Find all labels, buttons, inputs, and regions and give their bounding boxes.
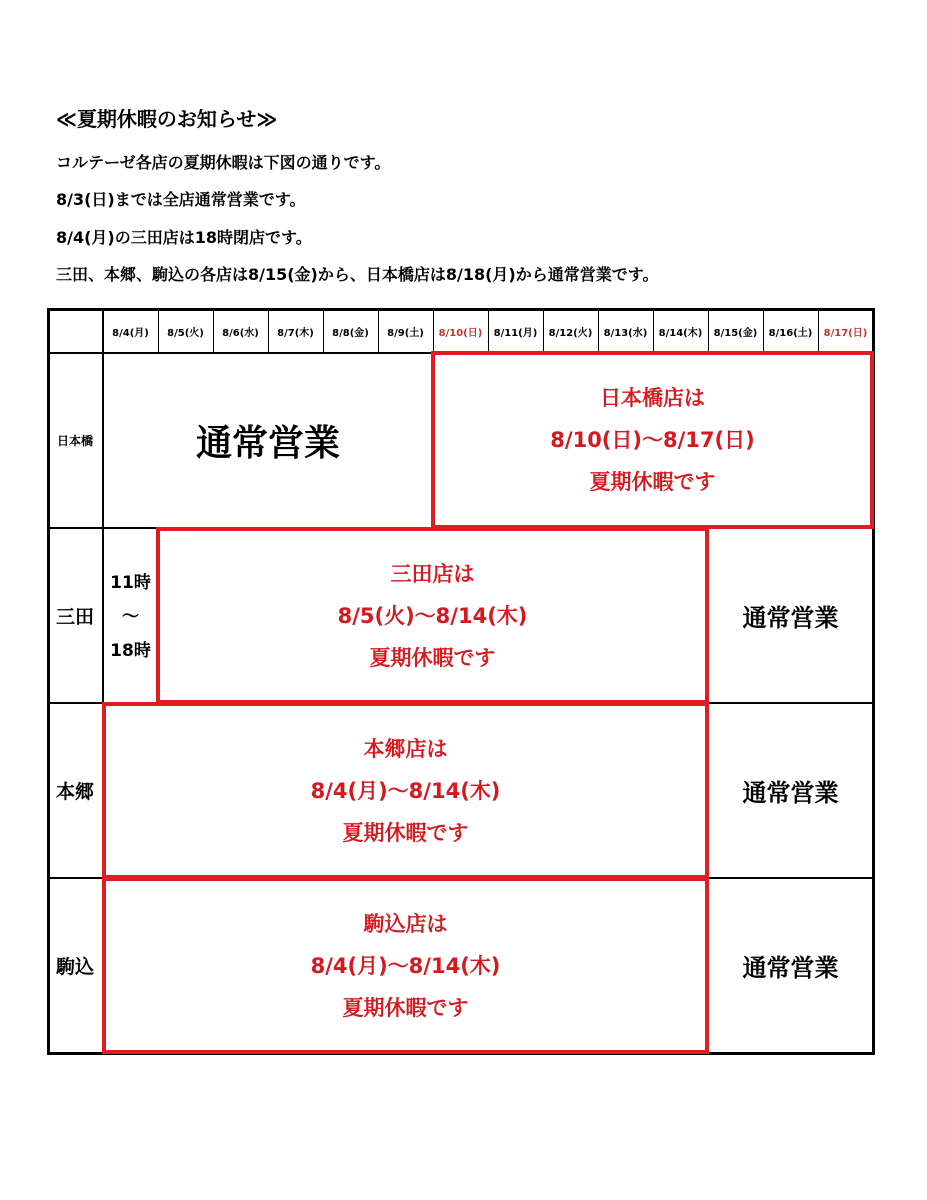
date-column-divider (268, 310, 269, 353)
notice-line-1: コルテーゼ各店の夏期休暇は下図の通りです。 (56, 153, 391, 172)
mita-holiday-box (156, 527, 709, 704)
notice-title: ≪夏期休暇のお知らせ≫ (56, 107, 278, 131)
holiday-note: 夏期休暇です (342, 820, 469, 845)
date-header-cell: 8/12(火) (548, 328, 593, 339)
holiday-store: 本郷店は (363, 736, 448, 761)
hongo-holiday-box (102, 702, 709, 879)
mita-hours-open: 11時 (110, 572, 151, 593)
date-header-cell: 8/7(木) (277, 328, 314, 339)
nihonbashi-holiday-box (431, 351, 874, 529)
mita-hours-sep: ～ (122, 606, 139, 627)
mita-hours (103, 530, 158, 703)
date-header-cell: 8/11(月) (493, 328, 538, 339)
date-column-divider (543, 310, 544, 353)
holiday-store: 日本橋店は (600, 386, 705, 410)
date-header-cell: 8/16(土) (768, 328, 813, 339)
date-header-cell: 8/13(水) (603, 328, 648, 339)
holiday-period: 8/4(月)～8/14(木) (310, 953, 501, 978)
date-column-divider (598, 310, 599, 353)
date-column-divider (158, 310, 159, 353)
hongo-normal-business: 通常営業 (742, 779, 839, 807)
holiday-note: 夏期休暇です (369, 645, 496, 670)
holiday-period: 8/10(日)～8/17(日) (550, 428, 755, 452)
holiday-store: 三田店は (390, 561, 475, 586)
row-label-nihonbashi: 日本橋 (56, 434, 93, 448)
date-header-cell: 8/8(金) (332, 328, 369, 339)
date-header-cell: 8/6(水) (222, 328, 259, 339)
mita-normal-business: 通常営業 (742, 604, 839, 632)
date-column-divider (488, 310, 489, 353)
row-label-hongo: 本郷 (55, 781, 94, 803)
holiday-period: 8/4(月)～8/14(木) (310, 778, 501, 803)
holiday-period: 8/5(火)～8/14(木) (337, 603, 528, 628)
notice-line-2: 8/3(日)までは全店通常営業です。 (56, 190, 306, 209)
notice-line-3: 8/4(月)の三田店は18時閉店です。 (56, 228, 312, 247)
date-column-divider (378, 310, 379, 353)
date-column-divider (708, 310, 709, 353)
date-header-cell: 8/4(月) (112, 328, 149, 339)
date-column-divider (213, 310, 214, 353)
date-header-cell: 8/14(木) (658, 328, 703, 339)
komagome-holiday-box (102, 877, 709, 1054)
row-label-mita: 三田 (55, 606, 94, 628)
date-header-cell: 8/5(火) (167, 328, 204, 339)
row-label-komagome: 駒込 (55, 956, 94, 978)
date-column-divider (323, 310, 324, 353)
holiday-store: 駒込店は (363, 911, 448, 936)
date-header-cell: 8/9(土) (387, 328, 424, 339)
notice-line-4: 三田、本郷、駒込の各店は8/15(金)から、日本橋店は8/18(月)から通常営業です。 (56, 265, 659, 284)
date-column-divider (763, 310, 764, 353)
date-header-cell: 8/10(日) (438, 328, 483, 339)
holiday-note: 夏期休暇です (589, 470, 716, 494)
date-column-divider (433, 310, 434, 353)
mita-hours-close: 18時 (110, 640, 151, 661)
date-column-divider (653, 310, 654, 353)
holiday-note: 夏期休暇です (342, 995, 469, 1020)
date-header-cell: 8/17(日) (823, 328, 868, 339)
nihonbashi-normal-business: 通常営業 (195, 423, 340, 464)
komagome-normal-business: 通常営業 (742, 954, 839, 982)
date-header-cell: 8/15(金) (713, 328, 758, 339)
date-column-divider (818, 310, 819, 353)
